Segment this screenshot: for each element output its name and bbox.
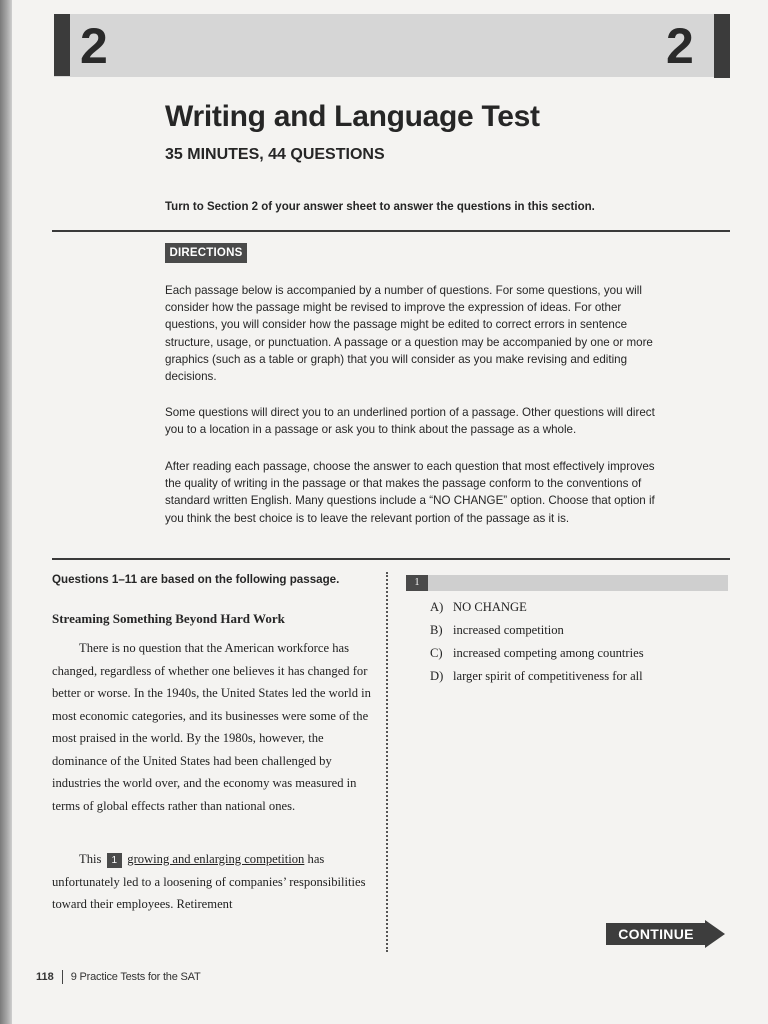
question-number: 1 bbox=[406, 575, 428, 591]
answer-choice-a[interactable] bbox=[430, 596, 644, 619]
divider-top bbox=[52, 230, 730, 232]
divider-bottom bbox=[52, 558, 730, 560]
section-number-right: 2 bbox=[666, 18, 694, 74]
passage-text: This bbox=[79, 852, 102, 866]
choice-text: larger spirit of competitiveness for all bbox=[453, 669, 643, 683]
section-header-band bbox=[54, 14, 730, 77]
question-banner bbox=[406, 575, 728, 591]
footer-separator bbox=[62, 970, 63, 984]
passage-text: has unfortunately led to a loosening of companies’ responsibilities toward their employees. Retirement bbox=[52, 852, 366, 911]
directions-paragraph: Some questions will direct you to an underlined portion of a passage. Other questions will direct you to a location in a passage or ask you to think about the passage as a whole. bbox=[165, 406, 655, 437]
directions-paragraph: After reading each passage, choose the answer to each question that most effectively improves the quality of writing in the passage or that makes the passage conform to the conventions of standard written English. Many questions include a “NO CHANGE” option. Choose that option if you think the best choice is to leave the relevant portion of the passage as it is. bbox=[165, 460, 655, 525]
questions-header: Questions 1–11 are based on the following passage. bbox=[52, 573, 340, 586]
passage-paragraph: There is no question that the American workforce has changed, regardless of whether one believes it has changed for better or worse. In the 1940s, the United States led the world in most economic categories, and its businesses were some of the most praised in the world. By the 1980s, however, the dominance of the United States had been challenged by industries the world over, and the economy was measured in terms of global effects rather than national ones. bbox=[52, 641, 371, 813]
choice-text: increased competing among countries bbox=[453, 646, 644, 660]
page-number: 118 bbox=[36, 971, 54, 983]
answer-choice-d[interactable] bbox=[430, 665, 644, 688]
section-bar-left bbox=[54, 14, 70, 76]
section-bar-right bbox=[714, 14, 730, 78]
book-title: 9 Practice Tests for the SAT bbox=[70, 971, 201, 983]
page-subtitle: 35 MINUTES, 44 QUESTIONS bbox=[165, 146, 385, 163]
choice-letter: B) bbox=[430, 623, 443, 637]
arrow-right-icon bbox=[705, 920, 725, 948]
directions-label: DIRECTIONS bbox=[165, 243, 247, 263]
choice-text: NO CHANGE bbox=[453, 600, 527, 614]
choice-text: increased competition bbox=[453, 623, 564, 637]
answer-choices bbox=[430, 596, 644, 688]
continue-label: CONTINUE bbox=[606, 923, 706, 945]
scan-edge bbox=[0, 0, 12, 1024]
section-instruction: Turn to Section 2 of your answer sheet to answer the questions in this section. bbox=[165, 201, 595, 213]
continue-button[interactable] bbox=[606, 920, 726, 948]
passage-paragraph bbox=[52, 848, 372, 916]
choice-letter: C) bbox=[430, 646, 443, 660]
column-divider bbox=[386, 572, 388, 952]
answer-choice-c[interactable] bbox=[430, 642, 644, 665]
section-number-left: 2 bbox=[80, 18, 108, 74]
choice-letter: A) bbox=[430, 600, 444, 614]
directions-paragraph: Each passage below is accompanied by a number of questions. For some questions, you will consider how the passage might be revised to improve the expression of ideas. For other questions, you will consider how the passage might be edited to correct errors in sentence structure, usage, or punctuation. A passage or a question may be accompanied by one or more graphics (such as a table or graph) that you will consider as you make revising and editing decisions. bbox=[165, 284, 653, 384]
question-marker[interactable]: 1 bbox=[107, 853, 123, 868]
page-title: Writing and Language Test bbox=[165, 100, 540, 133]
underlined-portion[interactable]: growing and enlarging competition bbox=[127, 852, 305, 866]
passage-title: Streaming Something Beyond Hard Work bbox=[52, 611, 285, 626]
choice-letter: D) bbox=[430, 669, 444, 683]
answer-choice-b[interactable] bbox=[430, 619, 644, 642]
page-footer bbox=[36, 970, 200, 984]
